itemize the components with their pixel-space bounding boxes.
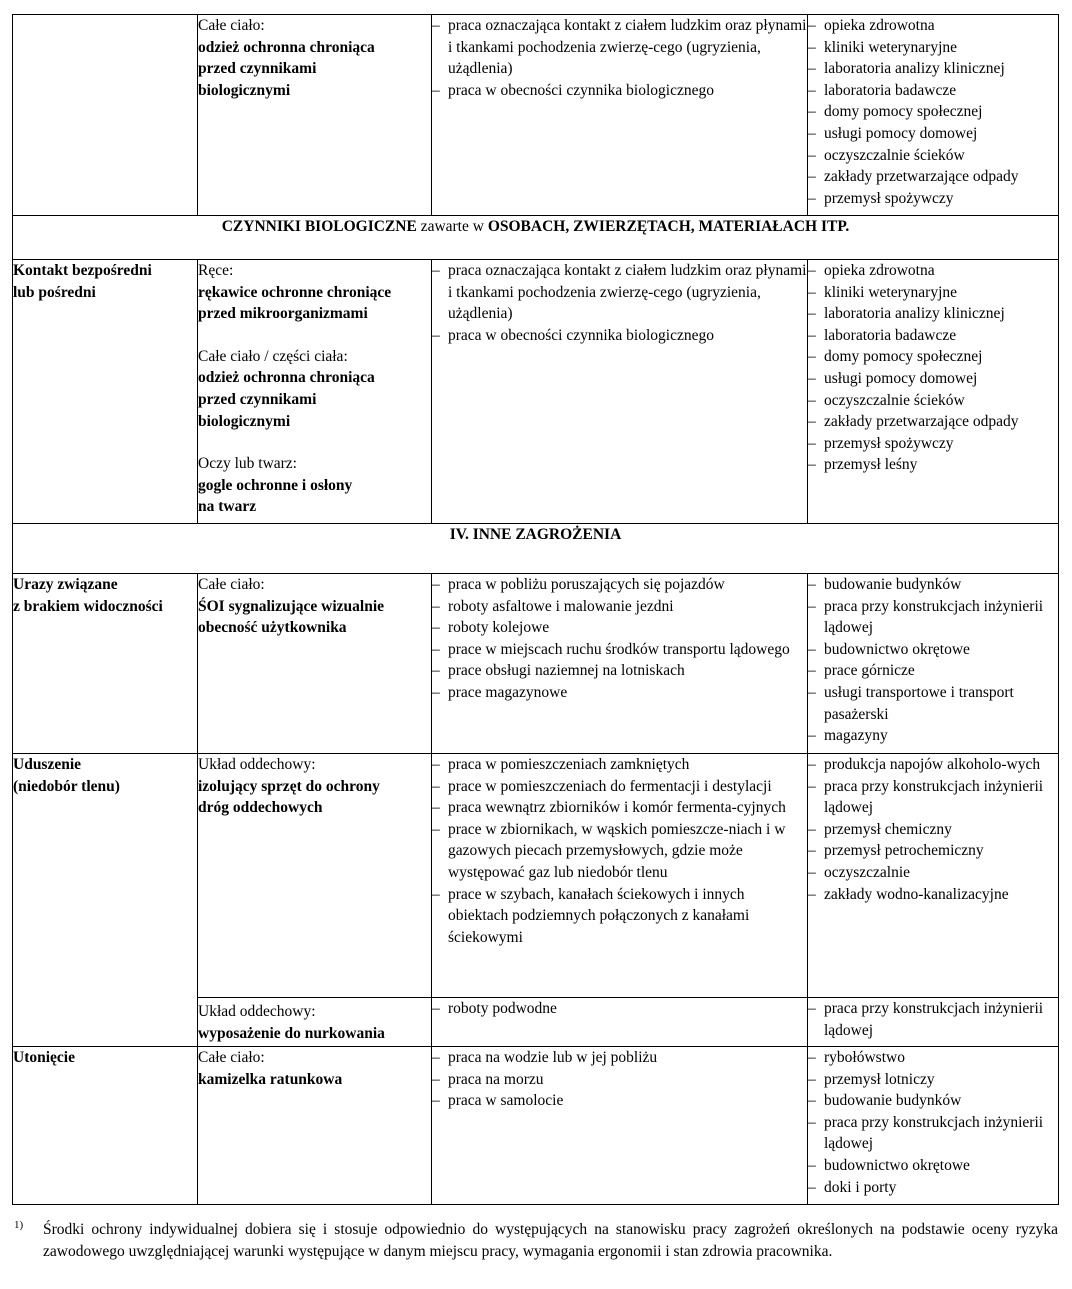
hazard-cell — [13, 1047, 198, 1205]
ppe-cell — [198, 260, 432, 524]
list-item: – przemysł spożywczy — [808, 188, 1058, 210]
list-item: – zakłady przetwarzające odpady — [808, 411, 1058, 433]
work-cell — [432, 754, 808, 998]
work-cell — [432, 574, 808, 754]
table-row — [13, 260, 1059, 524]
table-row — [13, 754, 1059, 998]
ppe-item: rękawice ochronne chroniące — [198, 283, 392, 301]
hazard-name: z brakiem widoczności — [13, 597, 163, 615]
footnote-text: Środki ochrony indywidualnej dobiera się i stosuje odpowiednio do występujących na stanowisku pracy zagrożeń określonych na podstawie oceny ryzyka zawodowego uwzględniającej warunki występujące w danym miejscu pracy, wymagania ergonomii i stan zdrowia pracownika. — [43, 1221, 1058, 1260]
section-header-biological — [13, 216, 1059, 260]
list-item: – prace w miejscach ruchu środków transportu lądowego — [432, 639, 807, 661]
section-header-part: OSOBACH, ZWIERZĘTACH, MATERIAŁACH ITP. — [487, 218, 850, 235]
list-item: – praca przy konstrukcjach inżynierii lądowej — [808, 776, 1058, 819]
hazard-name: Kontakt bezpośredni — [13, 262, 152, 279]
list-item: – rybołówstwo — [808, 1047, 1058, 1069]
list-item: – laboratoria badawcze — [808, 80, 1058, 102]
ppe-label: Całe ciało: — [198, 1049, 265, 1066]
list-item: – praca wewnątrz zbiorników i komór fermenta-cyjnych — [432, 797, 807, 819]
list-item: – roboty podwodne — [432, 998, 807, 1020]
ppe-item: przed czynnikami — [198, 390, 317, 408]
list-item: – usługi transportowe i transport pasażerski — [808, 682, 1058, 725]
hazard-name: Urazy związane — [13, 576, 118, 593]
section-header-row — [13, 216, 1059, 260]
ppe-label: Oczy lub twarz: — [198, 455, 297, 473]
section-header-row — [13, 524, 1059, 574]
list-item: – przemysł spożywczy — [808, 433, 1058, 455]
list-item: – zakłady wodno-kanalizacyjne — [808, 884, 1058, 906]
hazard-name: Utonięcie — [13, 1049, 75, 1066]
section-header-part: zawarte w — [420, 218, 484, 235]
hazard-name: Uduszenie — [13, 756, 82, 773]
ppe-item: ŚOI sygnalizujące wizualnie — [198, 597, 385, 615]
sector-cell — [808, 260, 1059, 524]
ppe-item: obecność użytkownika — [198, 619, 347, 637]
list-item: – roboty asfaltowe i malowanie jezdni — [432, 596, 807, 618]
section-header-part: CZYNNIKI BIOLOGICZNE — [221, 218, 417, 235]
ppe-label: Układ oddechowy: — [198, 1003, 316, 1020]
list-item: – roboty kolejowe — [432, 617, 807, 639]
ppe-item: na twarz — [198, 498, 257, 516]
list-item: – domy pomocy społecznej — [808, 346, 1058, 368]
work-cell — [432, 260, 808, 524]
list-item: – budowanie budynków — [808, 1090, 1058, 1112]
section-header-other: IV. INNE ZAGROŻENIA — [13, 524, 1059, 574]
list-item: – prace górnicze — [808, 660, 1058, 682]
ppe-group — [198, 453, 431, 518]
ppe-item: biologicznymi — [198, 412, 291, 430]
list-item: – doki i porty — [808, 1177, 1058, 1199]
list-item: – magazyny — [808, 725, 1058, 747]
sector-cell — [808, 754, 1059, 998]
list-item: – przemysł petrochemiczny — [808, 840, 1058, 862]
sector-cell — [808, 574, 1059, 754]
list-item: – oczyszczalnie ścieków — [808, 390, 1058, 412]
ppe-table — [12, 14, 1059, 1205]
ppe-item: izolujący sprzęt do ochrony — [198, 777, 380, 795]
ppe-item: wyposażenie do nurkowania — [198, 1024, 385, 1042]
footnote-mark: 1) — [14, 1219, 24, 1231]
list-item: – opieka zdrowotna — [808, 260, 1058, 282]
list-item: – praca na morzu — [432, 1069, 807, 1091]
list-item: – opieka zdrowotna — [808, 15, 1058, 37]
list-item: – prace magazynowe — [432, 682, 807, 704]
list-item: – przemysł leśny — [808, 454, 1058, 476]
list-item: – kliniki weterynaryjne — [808, 37, 1058, 59]
hazard-cell — [13, 15, 198, 216]
ppe-cell — [198, 998, 432, 1047]
ppe-group — [198, 346, 431, 432]
work-cell — [432, 1047, 808, 1205]
sector-cell — [808, 15, 1059, 216]
list-item: – praca w pomieszczeniach zamkniętych — [432, 754, 807, 776]
ppe-cell — [198, 1047, 432, 1205]
footnote — [14, 1219, 1058, 1262]
ppe-label: Całe ciało / części ciała: — [198, 347, 348, 365]
ppe-item: odzież ochronna chroniąca — [198, 369, 375, 387]
list-item: – oczyszczalnie — [808, 862, 1058, 884]
list-item: – praca przy konstrukcjach inżynierii lądowej — [808, 998, 1058, 1041]
list-item: – praca oznaczająca kontakt z ciałem ludzkim oraz płynami i tkankami pochodzenia zwierzę-cego (ugryzienia, użądlenia) — [432, 15, 807, 80]
list-item: – praca przy konstrukcjach inżynierii lądowej — [808, 1112, 1058, 1155]
work-cell — [432, 15, 808, 216]
list-item: – budowanie budynków — [808, 574, 1058, 596]
list-item: – praca na wodzie lub w jej pobliżu — [432, 1047, 807, 1069]
list-item: – praca w samolocie — [432, 1090, 807, 1112]
list-item: – prace w pomieszczeniach do fermentacji i destylacji — [432, 776, 807, 798]
list-item: – przemysł lotniczy — [808, 1069, 1058, 1091]
ppe-item: gogle ochronne i osłony — [198, 476, 353, 494]
list-item: – laboratoria badawcze — [808, 325, 1058, 347]
table-row — [13, 574, 1059, 754]
list-item: – przemysł chemiczny — [808, 819, 1058, 841]
ppe-label: Całe ciało: — [198, 576, 265, 593]
ppe-group — [198, 260, 431, 325]
list-item: – praca w obecności czynnika biologicznego — [432, 80, 807, 102]
ppe-item: przed czynnikami — [198, 60, 317, 78]
ppe-item: dróg oddechowych — [198, 799, 323, 817]
ppe-item: kamizelka ratunkowa — [198, 1070, 343, 1088]
ppe-item: odzież ochronna chroniąca — [198, 38, 375, 56]
list-item: – usługi pomocy domowej — [808, 368, 1058, 390]
list-item: – prace obsługi naziemnej na lotniskach — [432, 660, 807, 682]
hazard-name: (niedobór tlenu) — [13, 777, 120, 795]
sector-cell — [808, 998, 1059, 1047]
table-row — [13, 15, 1059, 216]
list-item: – produkcja napojów alkoholo-wych — [808, 754, 1058, 776]
hazard-cell — [13, 260, 198, 524]
ppe-label: Ręce: — [198, 262, 234, 279]
list-item: – prace w szybach, kanałach ściekowych i innych obiektach podziemnych połączonych z kanałami ściekowymi — [432, 884, 807, 949]
sector-cell — [808, 1047, 1059, 1205]
ppe-label: Całe ciało: — [198, 17, 265, 34]
hazard-cell — [13, 574, 198, 754]
ppe-item: przed mikroorganizmami — [198, 305, 368, 323]
list-item: – laboratoria analizy klinicznej — [808, 303, 1058, 325]
list-item: – prace w zbiornikach, w wąskich pomieszcze-niach i w gazowych piecach przemysłowych, gdzie może występować gaz lub niedobór tlenu — [432, 819, 807, 884]
ppe-cell — [198, 754, 432, 998]
list-item: – budownictwo okrętowe — [808, 1155, 1058, 1177]
work-cell — [432, 998, 808, 1047]
list-item: – zakłady przetwarzające odpady — [808, 166, 1058, 188]
list-item: – kliniki weterynaryjne — [808, 282, 1058, 304]
list-item: – usługi pomocy domowej — [808, 123, 1058, 145]
list-item: – domy pomocy społecznej — [808, 101, 1058, 123]
hazard-name: lub pośredni — [13, 283, 96, 301]
list-item: – laboratoria analizy klinicznej — [808, 58, 1058, 80]
table-row — [13, 1047, 1059, 1205]
hazard-cell — [13, 754, 198, 1047]
list-item: – praca w pobliżu poruszających się pojazdów — [432, 574, 807, 596]
list-item: – budownictwo okrętowe — [808, 639, 1058, 661]
list-item: – oczyszczalnie ścieków — [808, 145, 1058, 167]
ppe-cell — [198, 574, 432, 754]
list-item: – praca oznaczająca kontakt z ciałem ludzkim oraz płynami i tkankami pochodzenia zwierzę-cego (ugryzienia, użądlenia) — [432, 260, 807, 325]
ppe-label: Układ oddechowy: — [198, 756, 316, 773]
list-item: – praca w obecności czynnika biologicznego — [432, 325, 807, 347]
ppe-cell — [198, 15, 432, 216]
list-item: – praca przy konstrukcjach inżynierii lądowej — [808, 596, 1058, 639]
ppe-item: biologicznymi — [198, 81, 291, 99]
